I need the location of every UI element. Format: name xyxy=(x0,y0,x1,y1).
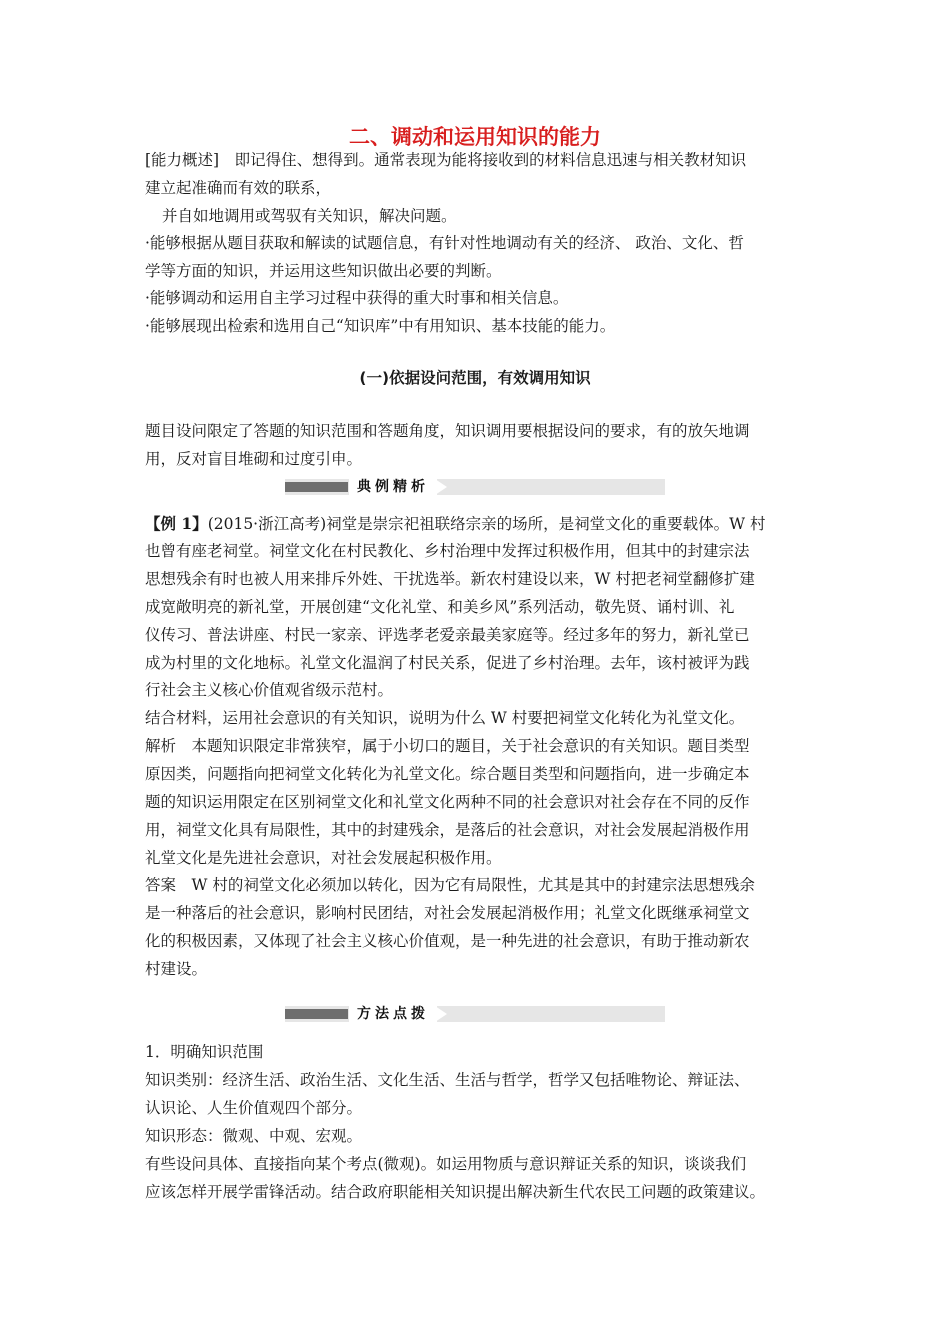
example-line: 也曾有座老祠堂。祠堂文化在村民教化、乡村治理中发挥过积极作用，但其中的封建宗法 xyxy=(145,542,750,560)
method-line: 有些设问具体、直接指向某个考点(微观)。如运用物质与意识辩证关系的知识，谈谈我们 xyxy=(145,1155,747,1173)
intro-line: [能力概述] 即记得住、想得到。通常表现为能将接收到的材料信息迅速与相关教材知识 xyxy=(145,151,747,169)
banner-label: 方法点拨 xyxy=(349,1003,437,1025)
bullet-line: ·能够根据从题目获取和解读的试题信息，有针对性地调动有关的经济、 政治、文化、哲 xyxy=(145,234,744,252)
analysis-line: 礼堂文化是先进社会意识，对社会发展起积极作用。 xyxy=(145,849,502,867)
banner-label: 典例精析 xyxy=(349,476,437,498)
banner-chevron-icon xyxy=(435,479,447,495)
banner-bar xyxy=(285,1009,348,1019)
example-question: 结合材料，运用社会意识的有关知识，说明为什么 W 村要把祠堂文化转化为礼堂文化。 xyxy=(145,709,745,727)
section-heading: (一)依据设问范围，有效调用知识 xyxy=(359,369,591,387)
example-line: 思想残余有时也被人用来排斥外姓、干扰选举。新农村建设以来，W 村把老祠堂翻修扩建 xyxy=(145,570,755,588)
example-text: (2015·浙江高考)祠堂是崇宗祀祖联络宗亲的场所，是祠堂文化的重要载体。W 村 xyxy=(207,515,766,533)
example-line: 行社会主义核心价值观省级示范村。 xyxy=(145,681,394,699)
banner-bar xyxy=(285,482,348,492)
method-line: 知识形态：微观、中观、宏观。 xyxy=(145,1127,363,1145)
example-line: 成为村里的文化地标。礼堂文化温润了村民关系，促进了乡村治理。去年，该村被评为践 xyxy=(145,654,750,672)
banner-chevron-icon xyxy=(435,1006,447,1022)
paragraph-line: 题目设问限定了答题的知识范围和答题角度，知识调用要根据设问的要求，有的放矢地调 xyxy=(145,422,750,440)
analysis-line: 原因类，问题指向把祠堂文化转化为礼堂文化。综合题目类型和问题指向，进一步确定本 xyxy=(145,765,750,783)
paragraph-line: 用，反对盲目堆砌和过度引申。 xyxy=(145,450,363,468)
section-banner-method-tips xyxy=(285,1006,665,1022)
example-tag: 【例 1】 xyxy=(145,514,208,533)
bullet-line: ·能够展现出检索和选用自己“知识库”中有用知识、基本技能的能力。 xyxy=(145,317,616,335)
example-first-line xyxy=(145,514,810,534)
method-line: 应该怎样开展学雷锋活动。结合政府职能相关知识提出解决新生代农民工问题的政策建议。 xyxy=(145,1183,766,1201)
method-heading: 1．明确知识范围 xyxy=(145,1043,264,1061)
answer-line: 村建设。 xyxy=(145,960,208,978)
method-line: 认识论、人生价值观四个部分。 xyxy=(145,1099,363,1117)
example-line: 仪传习、普法讲座、村民一家亲、评选孝老爱亲最美家庭等。经过多年的努力，新礼堂已 xyxy=(145,626,750,644)
answer-line: 化的积极因素，又体现了社会主义核心价值观，是一种先进的社会意识，有助于推动新农 xyxy=(145,932,750,950)
intro-indent-line: 并自如地调用或驾驭有关知识，解决问题。 xyxy=(162,207,457,225)
bullet-line: 学等方面的知识，并运用这些知识做出必要的判断。 xyxy=(145,262,502,280)
example-line: 成宽敞明亮的新礼堂，开展创建“文化礼堂、和美乡风”系列活动，敬先贤、诵村训、礼 xyxy=(145,598,735,616)
analysis-line: 用，祠堂文化具有局限性，其中的封建残余，是落后的社会意识，对社会发展起消极作用 xyxy=(145,821,750,839)
intro-line: 建立起准确而有效的联系， xyxy=(145,179,332,197)
section-banner-typical-example xyxy=(285,479,665,495)
analysis-line: 题的知识运用限定在区别祠堂文化和礼堂文化两种不同的社会意识对社会存在不同的反作 xyxy=(145,793,750,811)
method-line: 知识类别：经济生活、政治生活、文化生活、生活与哲学，哲学又包括唯物论、辩证法、 xyxy=(145,1071,750,1089)
answer-line: 是一种落后的社会意识，影响村民团结，对社会发展起消极作用；礼堂文化既继承祠堂文 xyxy=(145,904,750,922)
answer-line: 答案 W 村的祠堂文化必须加以转化，因为它有局限性，尤其是其中的封建宗法思想残余 xyxy=(145,876,755,894)
bullet-line: ·能够调动和运用自主学习过程中获得的重大时事和相关信息。 xyxy=(145,289,569,307)
analysis-line: 解析 本题知识限定非常狭窄，属于小切口的题目，关于社会意识的有关知识。题目类型 xyxy=(145,737,750,755)
page-title: 二、调动和运用知识的能力 xyxy=(349,125,601,149)
